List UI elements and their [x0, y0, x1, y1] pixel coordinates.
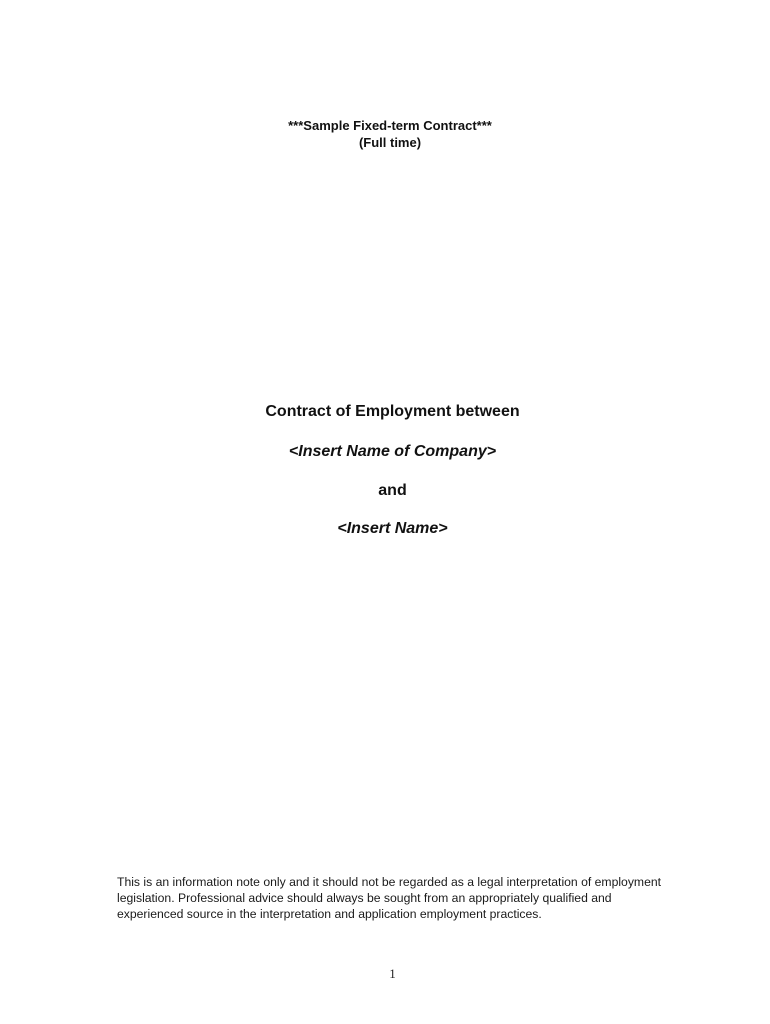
title-conjunction: and: [378, 482, 407, 499]
page-number: 1: [389, 966, 396, 981]
contract-title: Contract of Employment between: [265, 403, 520, 420]
company-name-placeholder: <Insert Name of Company>: [288, 443, 497, 460]
disclaimer-note: This is an information note only and it should not be regarded as a legal interpretation of employment legislation. Professional advice should always be sought from an appropriately qualified and experienced source in the interpretation and application employment practices.: [117, 875, 662, 921]
header-line-sample: ***Sample Fixed-term Contract***: [288, 118, 492, 133]
header-line-full-time: (Full time): [358, 135, 422, 150]
document-header: [0, 117, 770, 151]
employee-name-placeholder: <Insert Name>: [337, 520, 448, 537]
